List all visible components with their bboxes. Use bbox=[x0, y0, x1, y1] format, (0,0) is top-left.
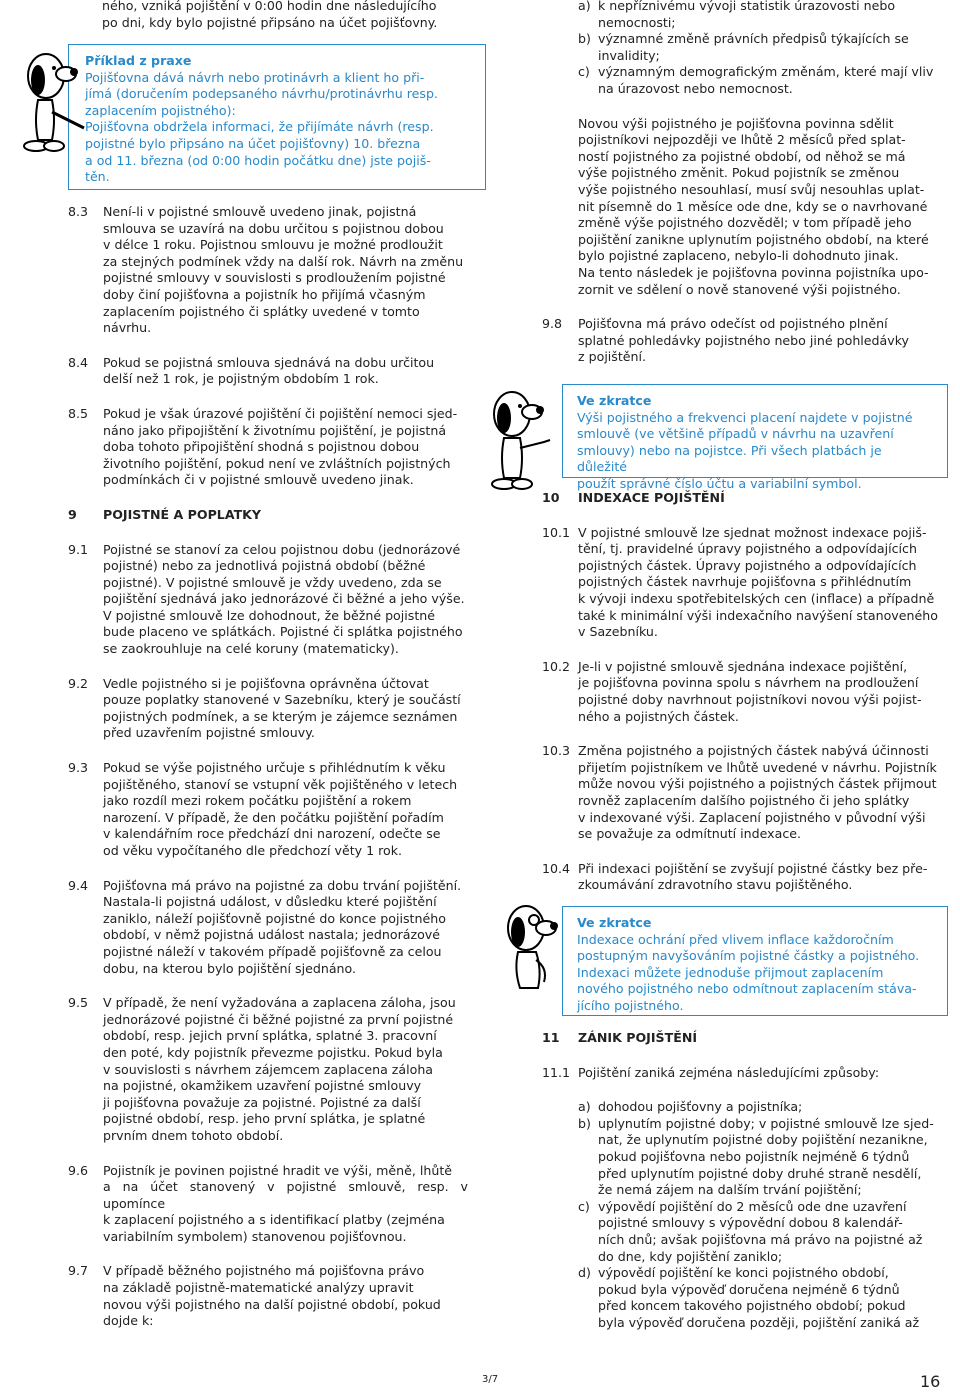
section-heading-11 bbox=[542, 1030, 946, 1047]
clause-9-6 bbox=[68, 1163, 468, 1246]
list-item bbox=[578, 1265, 946, 1331]
clause-10-3 bbox=[542, 743, 946, 843]
paragraph: Novou výši pojistného je pojišťovna povinna sdělit pojistníkovi nejpozději ve lhůtě 2 měsíců před splat- ností pojistného za pojistné období, od něhož se má výše pojistného změnit. Pokud pojistník se změnou výše pojistného nesouhlasí, musí svůj nesouhlas uplat- nit písemně do 1 měsíce ode dne, kdy se o navrhované změně výše pojistného dozvěděl; v tom případě jeho pojištění zanikne uplynutím pojistného období, na které bylo pojistné zaplaceno, nebylo-li dohodnuto jinak. Na tento následek je pojišťovna povinna pojistníka upo- zornit ve sdělení o nově stanovené výši pojistného. bbox=[578, 115, 929, 297]
clause-8-3 bbox=[68, 204, 468, 337]
summary-box-line: smlouvě (ve většině případů v návrhu na uzavření bbox=[577, 426, 894, 442]
clause-number: 10.3 bbox=[542, 743, 571, 759]
section-heading-10 bbox=[542, 490, 946, 507]
clause-number: 9.6 bbox=[68, 1162, 89, 1178]
section-number: 11 bbox=[542, 1030, 560, 1045]
clause-number: 8.3 bbox=[68, 204, 89, 219]
summary-box-line: použít správné číslo účtu a variabilní symbol. bbox=[577, 475, 862, 491]
section-title: INDEXACE POJIŠTĚNÍ bbox=[578, 490, 725, 505]
list-text: výpovědí pojištění ke konci pojistného období, pokud byla výpověď doručena nejméně 6 týdnů před koncem takového pojistného období; pokud byla výpověď doručena později, pojištění zaniká až bbox=[598, 1265, 920, 1330]
example-box-line: Pojišťovna dává návrh nebo protinávrh a klient ho při- bbox=[85, 69, 425, 85]
example-box-line: jímá (doručením podepsaného návrhu/protinávrhu resp. bbox=[85, 86, 438, 102]
example-box-line: těn. bbox=[85, 169, 110, 185]
snoopy-pointing-illustration bbox=[476, 378, 554, 498]
right-column-end bbox=[542, 1030, 946, 1332]
list-letter: c) bbox=[578, 1198, 590, 1214]
clause-text: Pokud se pojistná smlouva sjednává na dobu určitou delší než 1 rok, je pojistným obdobím 1 rok. bbox=[103, 354, 435, 387]
left-column-body bbox=[68, 204, 468, 1330]
clause-text: Pojišťovna má právo odečíst od pojistného plnění splatné pohledávky pojistného nebo jiné pohledávky z pojištění. bbox=[578, 316, 910, 365]
list-letter: b) bbox=[578, 1115, 591, 1131]
clause-number: 10.2 bbox=[542, 658, 571, 674]
clause-9-5 bbox=[68, 995, 468, 1144]
clause-number: 9.7 bbox=[68, 1263, 89, 1279]
list-item bbox=[578, 1116, 946, 1199]
clause-text: Pokud se výše pojistného určuje s přihlédnutím k věku pojištěného, stanoví se vstupní věk pojištěného v letech jako rozdíl mezi rokem počátku pojištění a rokem narození. V případě, že den počátku pojištění pořadím v kalendářním roce předchází dni narození, odečte se od věku vypočítaného dle předchozí věty 1 rok. bbox=[103, 760, 458, 858]
snoopy-teacher-illustration bbox=[8, 40, 88, 160]
clause-number: 9.4 bbox=[68, 877, 89, 893]
clause-text: Pojistník je povinen pojistné hradit ve výši, měně, lhůtě a na účet stanovený v pojistné smlouvě, resp. v upomínce k zaplacení pojistného a s identifikací platby (zejména variabilním symbolem) stanovenou pojišťovnou. bbox=[103, 1162, 468, 1244]
list-letter: a) bbox=[578, 0, 591, 13]
summary-box-line: Indexaci můžete jednoduše přijmout zaplacením bbox=[577, 964, 884, 980]
clause-10-4 bbox=[542, 861, 946, 894]
clause-text: Pokud je však úrazové pojištění či pojištění nemoci sjed- náno jako připojištění k životnímu pojištění, je pojistná doba tohoto připojištění shodná s pojistnou dobou životního pojištění, pokud není ve zvláštních pojistných podmínkách či v pojistné smlouvě uvedeno jinak. bbox=[103, 405, 458, 488]
list-letter: a) bbox=[578, 1099, 591, 1115]
example-box-line: Pojišťovna obdržela informaci, že přijímáte návrh (resp. bbox=[85, 119, 434, 135]
list-text: uplynutím pojistné doby; v pojistné smlouvě lze sjed- nat, že uplynutím pojistné doby pojištění nezanikne, pokud pojišťovna nebo pojistník nejméně 6 týdnů před uplynutím pojistné doby druhé straně nesdělí, že nemá zájem na dalším trvání pojištění; bbox=[598, 1115, 934, 1198]
clause-text: Není-li v pojistné smlouvě uvedeno jinak, pojistná smlouva se uzavírá na dobu určitou s pojistnou dobou v délce 1 roku. Pojistnou smlouvu je možné prodloužit za stejných podmínek vždy na další rok. Návrh na změnu pojistné smlouvy v souvislosti s prodloužením pojistné doby činí pojišťovna a pojistník ho přijímá včasným zaplacením pojistného či splátky uvedené v tomto návrhu. bbox=[103, 204, 464, 336]
example-box-line: pojistné bylo připsáno na účet pojišťovny) 10. března bbox=[85, 135, 421, 151]
clause-text: V pojistné smlouvě lze sjednat možnost indexace pojiš- tění, tj. pravidelné úpravy pojistného a odpovídajících pojistných částek. Úpravy pojistného a odpovídajících pojistných částek navrhuje pojišťovna s přihlédnutím k vývoji indexu spotřebitelských cen (inflace) a případně také k minimální výši indexačního navýšení stanoveného v Sazebníku. bbox=[578, 524, 938, 640]
list-item bbox=[578, 64, 946, 97]
text-line: po dni, kdy bylo pojistné připsáno na účet pojišťovny. bbox=[102, 14, 438, 30]
clause-number: 8.5 bbox=[68, 405, 89, 421]
clause-number: 9.2 bbox=[68, 675, 89, 691]
left-column bbox=[68, 0, 468, 31]
intro-text bbox=[68, 0, 468, 31]
list-letter: c) bbox=[578, 64, 590, 80]
page-number: 16 bbox=[920, 1372, 941, 1391]
list-item bbox=[578, 1199, 946, 1265]
clause-number: 9.8 bbox=[542, 316, 563, 332]
clause-text: Pojistné se stanoví za celou pojistnou dobu (jednorázové pojistné) nebo za jednotlivá pojistná období (běžné pojistné). V pojistné smlouvě je vždy uvedeno, zda se pojištění sjednává jako jednorázové či běžné a jeho výše. V pojistné smlouvě lze dohodnout, že běžné pojistné bude placeno ve splátkách. Pojistné či splátka pojistného se zaokrouhluje na celé koruny (matematicky). bbox=[103, 541, 465, 657]
list-letter: d) bbox=[578, 1265, 591, 1281]
section-number: 9 bbox=[68, 506, 77, 522]
clause-9-3 bbox=[68, 760, 468, 860]
clause-number: 9.5 bbox=[68, 995, 89, 1011]
section-heading-9 bbox=[68, 507, 468, 524]
page-fraction: 3/7 bbox=[482, 1374, 499, 1385]
example-box-title: Příklad z praxe bbox=[85, 53, 192, 68]
clause-text: Je-li v pojistné smlouvě sjednána indexace pojištění, je pojišťovna povinna spolu s návrhem na prodloužení pojistné doby navrhnout pojistníkovi novou výši pojist- ného a pojistných částek. bbox=[578, 658, 922, 724]
clause-text: Při indexaci pojištění se zvyšují pojistné částky bez pře- zkoumávání zdravotního stavu pojištěného. bbox=[578, 860, 928, 893]
clause-number: 9.3 bbox=[68, 760, 89, 776]
example-box bbox=[68, 44, 486, 190]
clause-number: 10.1 bbox=[542, 524, 571, 540]
clause-9-7 bbox=[68, 1263, 468, 1329]
clause-9-2 bbox=[68, 676, 468, 742]
clause-9-8 bbox=[542, 316, 946, 366]
clause-text: V případě běžného pojistného má pojišťovna právo na základě pojistně-matematické analýzy upravit novou výši pojistného na další pojistné období, pokud dojde k: bbox=[103, 1263, 441, 1329]
summary-box-line: smlouvy) nebo na pojistce. Při všech platbách je důležité bbox=[577, 442, 882, 475]
summary-box-line: nového pojistného nebo odmítnout zaplacením stáva- bbox=[577, 981, 917, 997]
clause-10-1 bbox=[542, 525, 946, 641]
list-text: významným demografickým změnám, které mají vliv na úrazovost nebo nemocnost. bbox=[598, 64, 934, 96]
section-title: ZÁNIK POJIŠTĚNÍ bbox=[578, 1030, 698, 1045]
clause-number: 8.4 bbox=[68, 354, 89, 370]
clause-8-5 bbox=[68, 406, 468, 489]
clause-11-1 bbox=[542, 1065, 946, 1082]
clause-10-2 bbox=[542, 659, 946, 725]
clause-9-1 bbox=[68, 542, 468, 658]
list-item bbox=[578, 1099, 946, 1116]
example-box-line: a od 11. března (od 0:00 hodin počátku dne) jste pojiš- bbox=[85, 152, 431, 168]
clause-text: Změna pojistného a pojistných částek nabývá účinnosti přijetím pojistníkem ve lhůtě uvedené v návrhu. Pojistník může novou výši pojistného a pojistných částek přijmout rovněž zaplacením dalšího pojistného či jeho splátky v indexované výši. Zaplacení pojistného v původní výši se považuje za odmítnutí indexace. bbox=[578, 743, 937, 842]
section-title: POJISTNÉ A POPLATKY bbox=[103, 506, 262, 522]
clause-text: Pojištění zaniká zejména následujícími způsoby: bbox=[578, 1064, 880, 1080]
list-text: významné změně právních předpisů týkajících se invalidity; bbox=[598, 31, 909, 63]
list-item bbox=[578, 31, 946, 64]
summary-box-line: postupným navyšováním pojistné částky a pojistného. bbox=[577, 948, 920, 964]
clause-9-4 bbox=[68, 878, 468, 978]
clause-text: Vedle pojistného si je pojišťovna oprávněna účtovat pouze poplatky stanovené v Sazebníku, který je součástí pojistných podmínek, a se kterým je zájemce seznámen před uzavřením pojistné smlouvy. bbox=[103, 675, 461, 741]
clause-number: 10.4 bbox=[542, 860, 571, 876]
example-box-line: zaplacením pojistného): bbox=[85, 102, 236, 118]
summary-box-payment bbox=[562, 384, 948, 491]
summary-box-line: jícího pojistného. bbox=[577, 997, 684, 1013]
clause-8-4 bbox=[68, 355, 468, 388]
right-column-body bbox=[542, 490, 946, 894]
summary-box-line: Výši pojistného a frekvenci placení najdete v pojistné bbox=[577, 409, 913, 425]
clause-text: Pojišťovna má právo na pojistné za dobu trvání pojištění. Nastala-li pojistná událost, v důsledku které pojištění zaniklo, náleží pojišťovně pojistné do konce pojistného období, v němž pojistná událost nastala; jednorázové pojistné náleží v takovém případě pojišťovně za celou dobu, na kterou bylo pojištění sjednáno. bbox=[103, 877, 462, 976]
list-item bbox=[578, 0, 946, 31]
summary-box-line: Indexace ochrání před vlivem inflace každoročním bbox=[577, 931, 894, 947]
right-column bbox=[542, 0, 946, 366]
summary-box-title: Ve zkratce bbox=[577, 393, 652, 408]
section-number: 10 bbox=[542, 490, 560, 505]
summary-box-indexation bbox=[562, 906, 948, 1016]
snoopy-glasses-illustration bbox=[492, 898, 568, 998]
clause-number: 9.1 bbox=[68, 541, 89, 557]
list-text: dohodou pojišťovny a pojistníka; bbox=[598, 1099, 803, 1115]
clause-text: V případě, že není vyžadována a zaplacena záloha, jsou jednorázové pojistné či běžné pojistné za první pojistné období, resp. jejich první splátka, splatné 3. pracovní den poté, kdy pojistník převezme pojistku. Pokud byla v souvislosti s návrhem zájemcem zaplacena záloha na pojistné, okamžikem uzavření pojistné smlouvy ji pojišťovna považuje za pojistné. Pojistné za další pojistné období, resp. jeho první splátka, je splatné prvním dnem tohoto období. bbox=[103, 995, 456, 1143]
clause-number: 11.1 bbox=[542, 1064, 571, 1080]
list-letter: b) bbox=[578, 31, 591, 47]
text-line: ného, vzniká pojištění v 0:00 hodin dne následujícího bbox=[102, 0, 437, 13]
list-text: k nepříznivému vývoji statistik úrazovosti nebo nemocnosti; bbox=[598, 0, 896, 30]
summary-box-title: Ve zkratce bbox=[577, 915, 652, 930]
list-text: výpovědí pojištění do 2 měsíců ode dne uzavření pojistné smlouvy s výpovědní dobou 8 kalendář- ních dnů; avšak pojišťovna má právo na pojistné až do dne, kdy pojištění zaniklo; bbox=[598, 1198, 923, 1264]
